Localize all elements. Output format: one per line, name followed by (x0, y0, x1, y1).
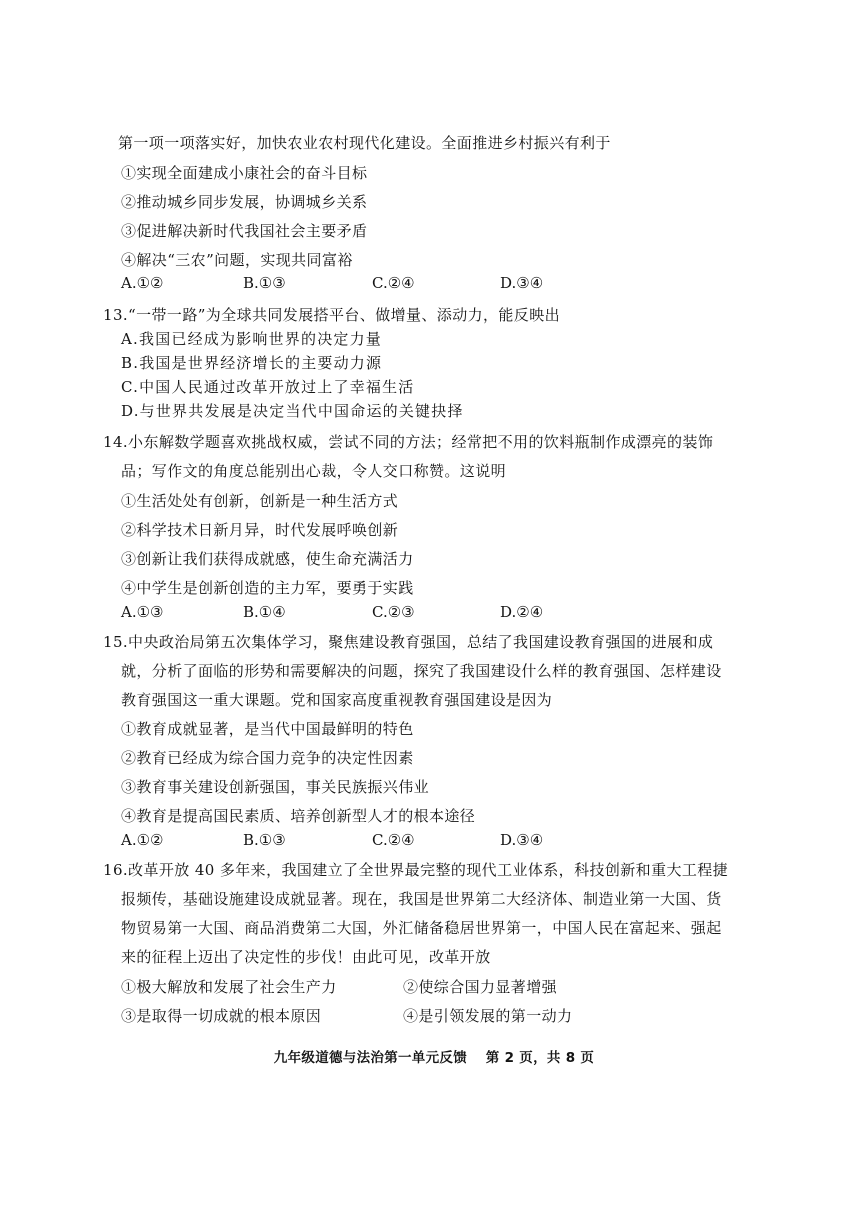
question-16-item-4: ④是引领发展的第一动力 (403, 1007, 573, 1025)
question-14-option-b: B.①④ (243, 603, 286, 621)
question-12-stem-continued: 第一项一项落实好，加快农业农村现代化建设。全面推进乡村振兴有利于 (118, 134, 611, 152)
question-12-item-3: ③促进解决新时代我国社会主要矛盾 (121, 222, 368, 240)
question-14-option-d: D.②④ (500, 603, 544, 621)
question-13-stem: 13.“一带一路”为全球共同发展搭平台、做增量、添动力，能反映出 (103, 306, 560, 324)
question-15-stem-line-2: 就，分析了面临的形势和需要解决的问题，探究了我国建设什么样的教育强国、怎样建设 (121, 662, 722, 680)
question-14-item-2: ②科学技术日新月异，时代发展呼唤创新 (121, 521, 399, 539)
question-16-item-2: ②使综合国力显著增强 (403, 978, 558, 996)
question-15-stem-line-3: 教育强国这一重大课题。党和国家高度重视教育强国建设是因为 (121, 691, 553, 709)
question-12-item-4: ④解决“三农”问题，实现共同富裕 (121, 251, 353, 269)
question-14-item-1: ①生活处处有创新，创新是一种生活方式 (121, 492, 399, 510)
question-12-option-c: C.②④ (372, 274, 415, 292)
question-16-stem-line-4: 来的征程上迈出了决定性的步伐！由此可见，改革开放 (121, 948, 491, 966)
question-15-item-3: ③教育事关建设创新强国，事关民族振兴伟业 (121, 778, 430, 796)
question-15-stem-line-1: 15.中央政治局第五次集体学习，聚焦建设教育强国，总结了我国建设教育强国的进展和成 (103, 633, 714, 651)
question-14-item-3: ③创新让我们获得成就感，使生命充满活力 (121, 550, 414, 568)
question-16-item-1: ①极大解放和发展了社会生产力 (121, 978, 337, 996)
question-16-stem-line-3: 物贸易第一大国、商品消费第二大国，外汇储备稳居世界第一，中国人民在富起来、强起 (121, 919, 722, 937)
question-15-option-b: B.①③ (243, 831, 286, 849)
question-16-stem-line-2: 报频传，基础设施建设成就显著。现在，我国是世界第二大经济体、制造业第一大国、货 (121, 890, 722, 908)
question-16-item-3: ③是取得一切成就的根本原因 (121, 1007, 322, 1025)
question-14-option-a: A.①③ (121, 603, 164, 621)
question-14-stem-line-2: 品；写作文的角度总能别出心裁，令人交口称赞。这说明 (121, 462, 507, 480)
question-13-choice-b: B.我国是世界经济增长的主要动力源 (121, 354, 383, 372)
question-15-option-a: A.①② (121, 831, 164, 849)
page-footer: 九年级道德与法治第一单元反馈 第 2 页，共 8 页 (273, 1050, 595, 1066)
question-13-choice-a: A.我国已经成为影响世界的决定力量 (121, 330, 383, 348)
question-13-choice-d: D.与世界共发展是决定当代中国命运的关键抉择 (121, 402, 464, 420)
question-12-option-a: A.①② (121, 274, 164, 292)
question-14-item-4: ④中学生是创新创造的主力军，要勇于实践 (121, 579, 414, 597)
question-13-choice-c: C.中国人民通过改革开放过上了幸福生活 (121, 378, 415, 396)
question-15-item-4: ④教育是提高国民素质、培养创新型人才的根本途径 (121, 807, 476, 825)
question-12-option-b: B.①③ (243, 274, 286, 292)
question-12-item-2: ②推动城乡同步发展，协调城乡关系 (121, 193, 368, 211)
question-14-option-c: C.②③ (372, 603, 415, 621)
question-16-stem-line-1: 16.改革开放 40 多年来，我国建立了全世界最完整的现代工业体系，科技创新和重大工程捷 (103, 861, 729, 879)
question-15-option-d: D.③④ (500, 831, 544, 849)
question-14-stem-line-1: 14.小东解数学题喜欢挑战权威，尝试不同的方法；经常把不用的饮料瓶制作成漂亮的装饰 (103, 433, 714, 451)
question-12-option-d: D.③④ (500, 274, 544, 292)
question-15-option-c: C.②④ (372, 831, 415, 849)
question-12-item-1: ①实现全面建成小康社会的奋斗目标 (121, 164, 368, 182)
question-15-item-2: ②教育已经成为综合国力竞争的决定性因素 (121, 749, 414, 767)
question-15-item-1: ①教育成就显著，是当代中国最鲜明的特色 (121, 720, 414, 738)
